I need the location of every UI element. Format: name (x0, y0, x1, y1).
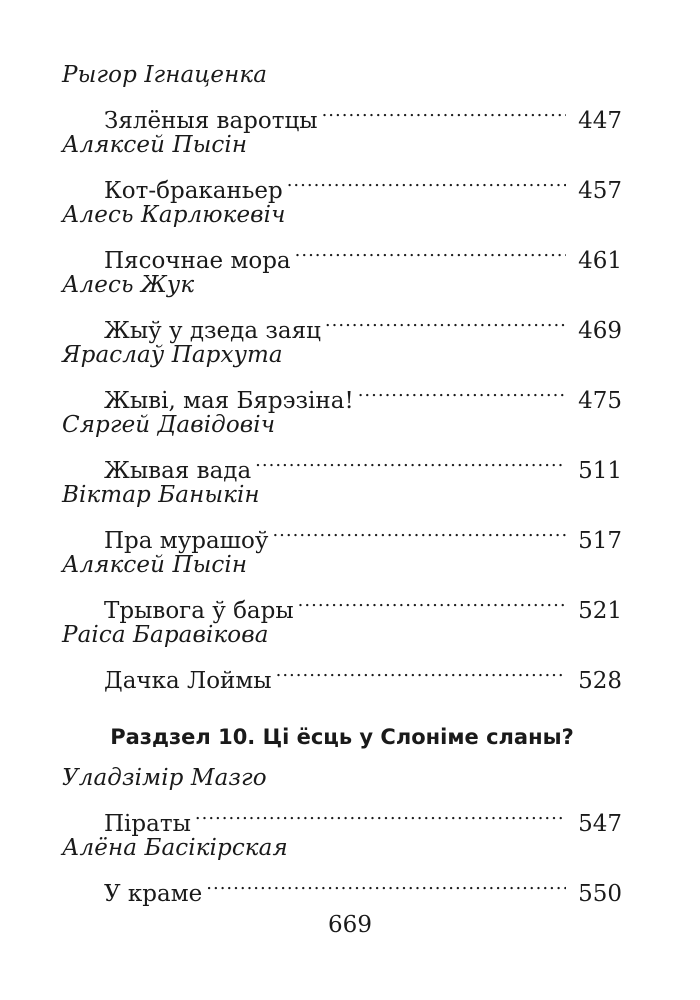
page-number: 521 (578, 598, 622, 624)
entry-title: Жыў у дзеда заяц (104, 318, 321, 344)
dot-leader (206, 866, 566, 901)
page-number: 550 (578, 881, 622, 907)
dot-leader (195, 796, 566, 831)
dot-leader (298, 583, 566, 618)
entry-title: Кот-браканьер (104, 178, 283, 204)
dot-leader (287, 163, 566, 198)
toc-block (62, 338, 622, 414)
dot-leader (322, 93, 567, 128)
author-name: Яраслаў Пархута (62, 342, 283, 368)
toc-entry[interactable] (62, 583, 622, 624)
dot-leader (272, 513, 566, 548)
dot-leader (276, 653, 567, 688)
toc-block (62, 198, 622, 274)
page-number: 475 (578, 388, 622, 414)
toc-entry[interactable] (62, 303, 622, 344)
author-name: Віктар Баныкін (62, 482, 260, 508)
dot-leader (295, 233, 566, 268)
page-number: 447 (578, 108, 622, 134)
entry-title: Пра мурашоў (104, 528, 269, 554)
entry-title: Зялёныя варотцы (104, 108, 318, 134)
page-number: 511 (578, 458, 622, 484)
author-name: Аляксей Пысін (62, 132, 248, 158)
toc-block (62, 831, 622, 907)
author-name: Сяргей Давідовіч (62, 412, 276, 438)
page-number: 457 (578, 178, 622, 204)
toc-entry[interactable] (62, 93, 622, 134)
entry-title: Жывая вада (104, 458, 252, 484)
author-name: Алесь Жук (62, 272, 195, 298)
toc-block (62, 761, 622, 837)
page-number: 469 (578, 318, 622, 344)
toc-entry[interactable] (62, 796, 622, 837)
author-name: Раіса Баравікова (62, 622, 269, 648)
toc-block (62, 548, 622, 624)
toc-entry[interactable] (62, 866, 622, 907)
page-number: 461 (578, 248, 622, 274)
entry-title: Піраты (104, 811, 191, 837)
toc-block (62, 128, 622, 204)
entry-title: Жыві, мая Бярэзіна! (104, 388, 354, 414)
entry-title: Пясочнае мора (104, 248, 291, 274)
dot-leader (325, 303, 566, 338)
page-number: 547 (578, 811, 622, 837)
toc-entry[interactable] (62, 373, 622, 414)
dot-leader (358, 373, 566, 408)
author-name: Уладзімір Мазго (62, 765, 267, 791)
toc-entry[interactable] (62, 513, 622, 554)
entry-title: Дачка Лоймы (104, 668, 272, 694)
toc-block (62, 58, 622, 134)
entry-title: Трывога ў бары (104, 598, 294, 624)
section-heading[interactable]: Раздзел 10. Ці ёсць у Слоніме сланы? (110, 725, 574, 749)
toc-block (62, 478, 622, 554)
author-name: Рыгор Ігнаценка (62, 62, 268, 88)
page-number: 517 (578, 528, 622, 554)
author-name: Аляксей Пысін (62, 552, 248, 578)
dot-leader (255, 443, 566, 478)
entry-title: У краме (104, 881, 203, 907)
page-folio-number: 669 (328, 912, 372, 938)
toc-block (62, 268, 622, 344)
author-name: Алесь Карлюкевіч (62, 202, 286, 228)
page-number: 528 (578, 668, 622, 694)
toc-entry[interactable] (62, 443, 622, 484)
toc-entry[interactable] (62, 233, 622, 274)
toc-entry[interactable] (62, 163, 622, 204)
toc-entry[interactable] (62, 653, 622, 694)
toc-block (62, 618, 622, 694)
author-name: Алёна Басікірская (62, 835, 288, 861)
table-of-contents (62, 58, 622, 907)
